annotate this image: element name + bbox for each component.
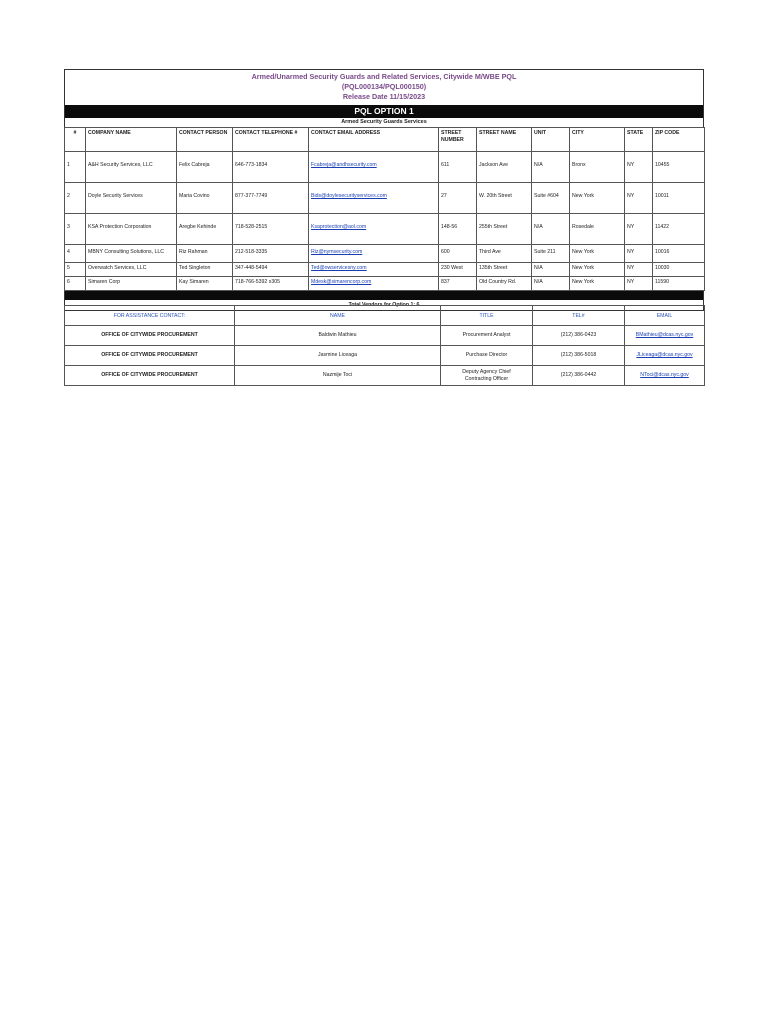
street-number: 600 (439, 245, 477, 263)
total-vendors: Total Vendors for Option 1: 6 (64, 300, 704, 311)
row-number: 4 (65, 245, 86, 263)
city: New York (570, 183, 625, 214)
zip-code: 10455 (653, 152, 705, 183)
city: Bronx (570, 152, 625, 183)
table-row (65, 245, 705, 263)
document-title: Armed/Unarmed Security Guards and Related Services, Citywide M/WBE PQL (251, 72, 517, 81)
contact-tel: (212) 386-5018 (533, 346, 625, 366)
table-row (65, 346, 705, 366)
street-number: 611 (439, 152, 477, 183)
unit: N/A (532, 152, 570, 183)
unit: N/A (532, 263, 570, 277)
city: New York (570, 277, 625, 291)
column-header: UNIT (532, 128, 570, 152)
state: NY (625, 183, 653, 214)
company-name: Simaren Corp (86, 277, 177, 291)
option-subtitle: Armed Security Guards Services (64, 118, 704, 127)
state: NY (625, 214, 653, 245)
state: NY (625, 152, 653, 183)
table-row (65, 366, 705, 386)
contact-tel: (212) 386-0423 (533, 326, 625, 346)
unit: Suite #604 (532, 183, 570, 214)
contact-person: Felix Cabreja (177, 152, 233, 183)
street-name: 255th Street (477, 214, 532, 245)
column-header: # (65, 128, 86, 152)
company-name: Overwatch Services, LLC (86, 263, 177, 277)
vendor-table-header (65, 128, 705, 152)
state: NY (625, 245, 653, 263)
table-row (65, 326, 705, 346)
street-name: Jackson Ave (477, 152, 532, 183)
contact-phone: 212-518-3335 (233, 245, 309, 263)
row-number: 6 (65, 277, 86, 291)
contact-org: OFFICE OF CITYWIDE PROCUREMENT (65, 326, 235, 346)
document-pql-numbers: (PQL000134/PQL000150) (341, 82, 427, 91)
contact-table (64, 305, 705, 386)
column-header: EMAIL (625, 306, 705, 326)
contact-email-cell (309, 277, 439, 291)
contact-person: Riz Rahman (177, 245, 233, 263)
table-row (65, 277, 705, 291)
contact-person: Aregbe Kehinde (177, 214, 233, 245)
vendor-table (64, 127, 705, 291)
contact-email-link[interactable]: Ted@owservicesny.com (311, 265, 367, 271)
contact-title-line: Purchase Director (465, 352, 508, 358)
unit: N/A (532, 277, 570, 291)
street-number: 148-56 (439, 214, 477, 245)
row-number: 1 (65, 152, 86, 183)
city: Rosedale (570, 214, 625, 245)
contact-email-cell (625, 346, 705, 366)
option-title-bar: PQL OPTION 1 (64, 105, 704, 118)
street-name: 135th Street (477, 263, 532, 277)
company-name: MBNY Consulting Solutions, LLC (86, 245, 177, 263)
contact-email-cell (625, 326, 705, 346)
street-name: Third Ave (477, 245, 532, 263)
contact-email-cell (309, 245, 439, 263)
contact-phone: 646-773-1834 (233, 152, 309, 183)
table-row (65, 263, 705, 277)
column-header: COMPANY NAME (86, 128, 177, 152)
table-row (65, 183, 705, 214)
street-number: 837 (439, 277, 477, 291)
column-header: STREET NUMBER (439, 128, 477, 152)
column-header: TITLE (441, 306, 533, 326)
contact-title-line: Contracting Officer (464, 375, 509, 382)
contact-tel: (212) 386-0442 (533, 366, 625, 386)
contact-table-header (65, 306, 705, 326)
unit: N/A (532, 214, 570, 245)
state: NY (625, 263, 653, 277)
contact-title (441, 326, 533, 346)
state: NY (625, 277, 653, 291)
street-number: 27 (439, 183, 477, 214)
contact-email-link[interactable]: Riz@nymsecurity.com (311, 249, 363, 255)
contact-phone: 347-448-5494 (233, 263, 309, 277)
zip-code: 10011 (653, 183, 705, 214)
column-header: CITY (570, 128, 625, 152)
contact-email-link[interactable]: Bids@doylesecurityservices.com (311, 193, 387, 199)
contact-email-cell (309, 152, 439, 183)
row-number: 3 (65, 214, 86, 245)
city: New York (570, 245, 625, 263)
row-number: 5 (65, 263, 86, 277)
contact-email-link[interactable]: Mdesk@simarencorp.com (311, 279, 372, 285)
zip-code: 10030 (653, 263, 705, 277)
column-header: TEL# (533, 306, 625, 326)
column-header: STATE (625, 128, 653, 152)
city: New York (570, 263, 625, 277)
contact-title-line: Deputy Agency Chief (462, 368, 511, 375)
contact-phone: 718-528-2515 (233, 214, 309, 245)
street-name: Old Country Rd. (477, 277, 532, 291)
row-number: 2 (65, 183, 86, 214)
contact-person: Maria Covino (177, 183, 233, 214)
contact-email-cell (309, 214, 439, 245)
contact-name: Nazmije Toci (235, 366, 441, 386)
vendor-sheet (64, 69, 704, 311)
contact-title (441, 366, 533, 386)
contact-email-cell (625, 366, 705, 386)
contact-phone: 877-377-7749 (233, 183, 309, 214)
zip-code: 11422 (653, 214, 705, 245)
column-header: NAME (235, 306, 441, 326)
column-header: CONTACT PERSON (177, 128, 233, 152)
contact-email-link[interactable]: BMathieu@dcas.nyc.gov (635, 332, 694, 338)
column-header: FOR ASSISTANCE CONTACT: (65, 306, 235, 326)
contact-title-line: Procurement Analyst (462, 332, 511, 338)
zip-code: 11590 (653, 277, 705, 291)
contact-title (441, 346, 533, 366)
contact-person: Ted Singleton (177, 263, 233, 277)
company-name: KSA Protection Corporation (86, 214, 177, 245)
contact-org: OFFICE OF CITYWIDE PROCUREMENT (65, 366, 235, 386)
unit: Suite 211 (532, 245, 570, 263)
release-date: Release Date 11/15/2023 (342, 92, 426, 101)
column-header: ZIP CODE (653, 128, 705, 152)
contact-name: Jasmine Liceaga (235, 346, 441, 366)
contact-email-link[interactable]: Fcabreja@andhsecurity.com (311, 162, 377, 168)
street-name: W. 20th Street (477, 183, 532, 214)
column-header: CONTACT EMAIL ADDRESS (309, 128, 439, 152)
table-row (65, 214, 705, 245)
contact-email-cell (309, 183, 439, 214)
column-header: STREET NAME (477, 128, 532, 152)
zip-code: 10016 (653, 245, 705, 263)
contact-email-cell (309, 263, 439, 277)
separator-bar (64, 291, 704, 300)
document-header (64, 69, 704, 105)
contact-org: OFFICE OF CITYWIDE PROCUREMENT (65, 346, 235, 366)
contact-email-link[interactable]: Ksaprotection@aol.com (311, 224, 367, 230)
contact-name: Baldwin Mathieu (235, 326, 441, 346)
street-number: 230 West (439, 263, 477, 277)
column-header: CONTACT TELEPHONE # (233, 128, 309, 152)
table-row (65, 152, 705, 183)
company-name: A&H Security Services, LLC (86, 152, 177, 183)
contact-person: Kay Simaren (177, 277, 233, 291)
contact-email-link[interactable]: NToci@dcas.nyc.gov (640, 372, 689, 378)
contact-phone: 718-766-5392 x305 (233, 277, 309, 291)
company-name: Doyle Security Services (86, 183, 177, 214)
contact-email-link[interactable]: JLiceaga@dcas.nyc.gov (636, 352, 693, 358)
